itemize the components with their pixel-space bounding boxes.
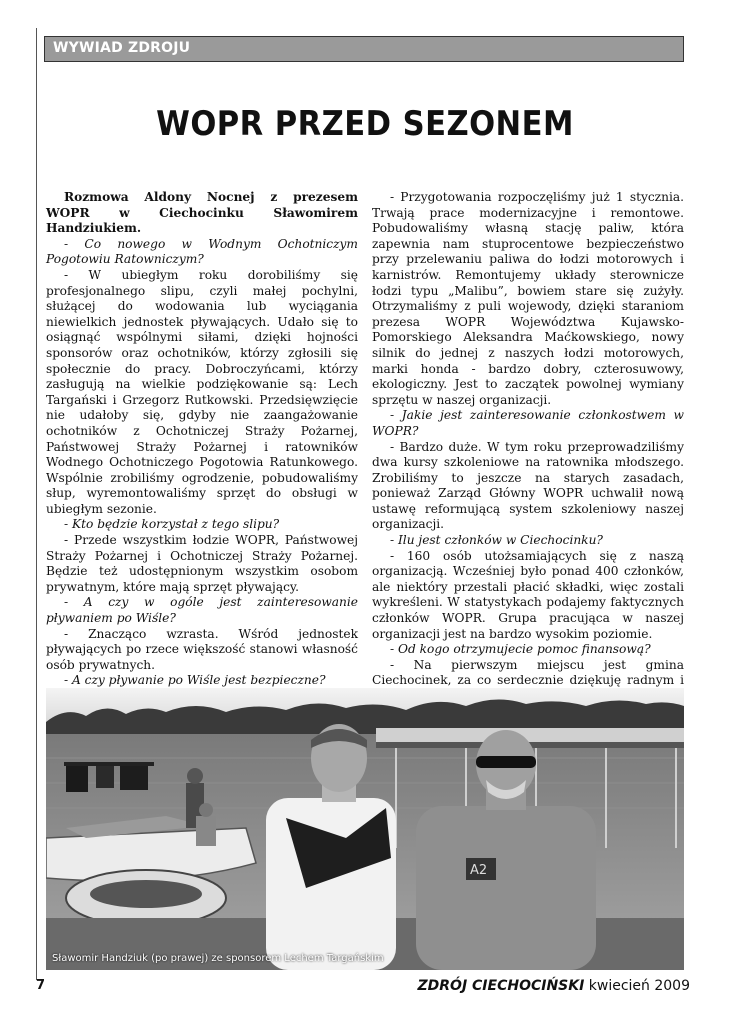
article-headline: WOPR PRZED SEZONEM — [156, 104, 574, 144]
section-label: WYWIAD ZDROJU — [53, 40, 191, 56]
left-margin-rule — [36, 28, 37, 980]
article-photo — [46, 688, 684, 970]
interview-question: - A czy w ogóle jest zainteresowanie pływaniem po Wiśle? — [46, 595, 358, 626]
svg-text:A2: A2 — [470, 863, 488, 878]
footer-publication — [418, 978, 691, 994]
publication-name: ZDRÓJ CIECHOCIŃSKI — [417, 978, 585, 994]
interview-answer: - Bardzo duże. W tym roku przeprowadziliśmy dwa kursy szkoleniowe na ratownika młodszego. Zrobiliśmy to jeszcze na starych zasadach, ponieważ Zarząd Główny WOPR uchwalił nową ustawę reformującą system szkoleniowy naszej organizacji. — [372, 439, 684, 532]
interview-question: - Jakie jest zainteresowanie członkostwem w WOPR? — [372, 408, 684, 438]
interview-answer: - Na pierwszym miejscu jest gmina Ciechocinek, za co serdecznie dziękuję radnym i — [372, 657, 684, 688]
interview-question: - Kto będzie korzystał z tego slipu? — [64, 517, 280, 532]
interview-answer: - Przede wszystkim łodzie WOPR, Państwowej Straży Pożarnej i Ochotniczej Straży Pożarnej. Będzie też udostępnionym wszystkim osobom prywatnym, które mają sprzęt pływający. — [46, 533, 358, 594]
article-column-right — [372, 190, 684, 767]
interview-question: - Ilu jest członków w Ciechocinku? — [390, 533, 603, 548]
issue-date: kwiecień 2009 — [588, 978, 690, 994]
interview-question: - Od kogo otrzymujecie pomoc finansową? — [390, 642, 651, 657]
photo-caption: Sławomir Handziuk (po prawej) ze sponsorem Lechem Targańskim — [52, 953, 384, 964]
photo-illustration — [46, 688, 684, 970]
page-number: 7 — [36, 978, 46, 993]
interview-question: - A czy pływanie po Wiśle jest bezpieczne? — [64, 673, 326, 688]
interview-answer: - 160 osób utożsamiających się z naszą organizacją. Wcześniej było ponad 400 członków, ale niektóry przestali płacić składki, więc zostali wykreśleni. W statystykach podajemy faktycznych członków WOPR. Grupa pracująca w naszej organizacji jest na bardzo wysokim poziomie. — [372, 548, 684, 641]
interview-answer: - W ubiegłym roku dorobiliśmy się profesjonalnego slipu, czyli małej pochylni, służącej do wodowania lub wyciągania niewielkich jednostek pływających. Udało się to osiągnąć wspólnymi siłami, dzięki hojności sponsorów oraz ochotników, którzy zgłosili się społecznie do pracy. Dobroczyńcami, którzy zasługują na wielkie podziękowanie są: Lech Targański i Grzegorz Rutkowski. Przedsięwzięcie nie udałoby się, gdyby nie zaangażowanie ochotników z Ochotniczej Straży Pożarnej, Państwowej Straży Pożarnej i ratowników Wodnego Ochotniczego Pogotowia Ratunkowego. Wspólnie zrobiliśmy ogrodzenie, pobudowaliśmy słup, wyremontowaliśmy sprzęt do obsługi w ubiegłym sezonie. — [46, 267, 358, 516]
interview-question: - Co nowego w Wodnym Ochotniczym Pogotowiu Ratowniczym? — [46, 236, 358, 267]
section-header-bar — [44, 36, 684, 62]
interview-answer: - Przygotowania rozpoczęliśmy już 1 stycznia. Trwają prace modernizacyjne i remontowe. Pobudowaliśmy własną stację paliw, która zapewnia nam stuprocentowe bezpieczeństwo przy przelewaniu paliwa do łodzi motorowych i karnistrów. Remontujemy układy sterownicze łodzi typu „Malibu”, bowiem stare się zużyły. Otrzymaliśmy z puli wojewody, dzięki staraniom prezesa WOPR Województwa Kujawsko-Pomorskiego Aleksandra Maćkowskiego, nowy silnik do jednej z naszych łodzi motorowych, marki honda - bardzo dobry, czterosuwowy, ekologiczny. Jest to zaczątek powolnej wymiany sprzętu w naszej organizacji. — [372, 190, 684, 407]
interview-answer: - Znacząco wzrasta. Wśród jednostek pływających po rzece większość stanowi własność osób prywatnych. — [46, 626, 358, 672]
article-lead: Rozmowa Aldony Nocnej z prezesem WOPR w Ciechocinku Sławomirem Handziukiem. — [46, 190, 358, 236]
